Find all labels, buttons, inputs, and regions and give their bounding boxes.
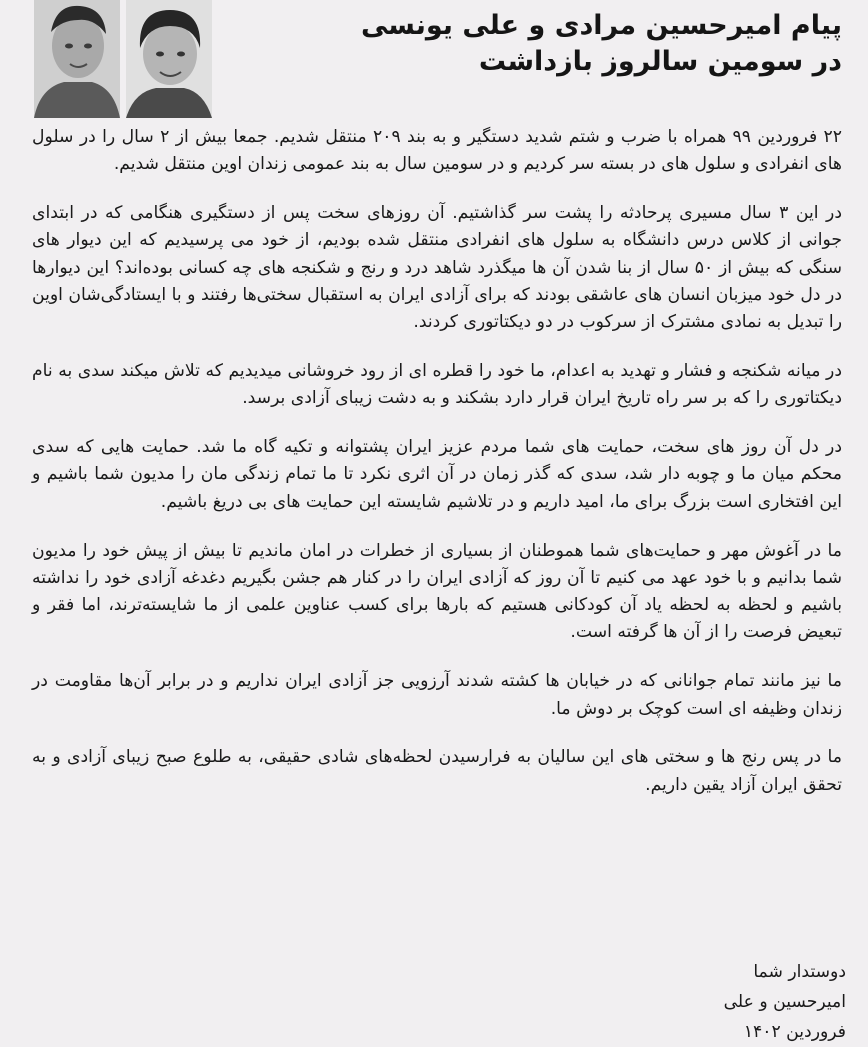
paragraph: ما نیز مانند تمام جوانانی که در خیابان ها کشته شدند آرزویی جز آزادی ایران نداریم و در برابر آن‌ها مقاومت در زندان وظیفه ای است کوچک بر دوش ما. xyxy=(32,671,842,719)
portrait-image xyxy=(34,0,120,118)
portrait-photo-left xyxy=(34,0,120,118)
paragraph: ۲۲ فروردین ۹۹ همراه با ضرب و شتم شدید دستگیر و به بند ۲۰۹ منتقل شدیم. جمعا بیش از ۲ سال را در سلول های انفرادی و سلول های در بسته سر کردیم و در سومین سال به بند عمومی زندان اوین منتقل شدیم. xyxy=(32,127,843,175)
paragraph: در میانه شکنجه و فشار و تهدید به اعدام، ما خود را قطره ای از رود خروشانی میدیدیم که تلاش میکند سدی به نام دیکتاتوری را که بر سر راه تاریخ ایران قرار دارد بشکند و به دشت زیبای آزادی برسد. xyxy=(32,361,842,409)
letter-body xyxy=(32,124,842,820)
signature-closing: دوستدار شما امیرحسین و علی xyxy=(723,962,846,1012)
photo-group xyxy=(34,0,214,118)
paragraph: ما در آغوش مهر و حمایت‌های شما هموطنان از بسیاری از خطرات در امان ماندیم تا بیش از پیش خود را مدیون شما بدانیم و با خود عهد می کنیم تا آن روز که آزادی ایران را در کنار هم جشن بگیریم دغدغه آزادی خود را نداشته باشیم و لحظه به لحظه یاد آن کودکانی هستیم که بارها برای کسب عناوین علمی از ما شایسته‌ترند، اما فقر و تبعیض فرصت را از آن ها گرفته است. xyxy=(32,540,842,643)
letter-title xyxy=(242,8,842,80)
title-line-2: در سومین سالروز بازداشت xyxy=(478,46,842,77)
signature-date: فروردین ۱۴۰۲ xyxy=(743,1022,846,1042)
paragraph: در دل آن روز های سخت، حمایت های شما مردم عزیز ایران پشتوانه و تکیه گاه ما شد. حمایت هایی که سدی محکم میان ما و چوبه دار شد، سدی که گذر زمان در آن اثری نکرد تا ما تمام زندگی مان را مدیون شما باشیم و این افتخاری است بزرگ برای ما، امید داریم و در تلاشیم شایسته این حمایت های بی دریغ باشیم. xyxy=(32,437,842,512)
title-line-1: پیام امیرحسین مرادی و علی یونسی xyxy=(360,10,842,41)
paragraph: در این ۳ سال مسیری پرحادثه را پشت سر گذاشتیم. آن روزهای سخت پس از دستگیری هنگامی که در ابتدای جوانی از کلاس درس دانشگاه به سلول های انفرادی منتقل شده بودیم، از خود می پرسیدیم که این دیوار های سنگی که بیش از ۵۰ سال از بنا شدن آن ها میگذرد شاهد درد و رنج و شکنجه های چه کسانی بوده‌اند؟ این دیوارها در دل خود میزبان انسان های عاشقی بودند که برای آزادی ایران به استقبال سختی‌ها رفتند و با ایستادگی‌شان اوین را تبدیل به نمادی مشترک از سرکوب در دو دیکتاتوری کردند. xyxy=(32,203,843,333)
paragraph: ما در پس رنج ها و سختی های این سالیان به فرارسیدن لحظه‌های شادی حقیقی، به طلوع صبح زیبای آزادی و به تحقق ایران آزاد یقین داریم. xyxy=(32,747,842,795)
portrait-photo-right xyxy=(126,0,212,118)
signature xyxy=(686,957,846,1047)
header xyxy=(34,0,842,118)
portrait-image xyxy=(126,0,212,118)
